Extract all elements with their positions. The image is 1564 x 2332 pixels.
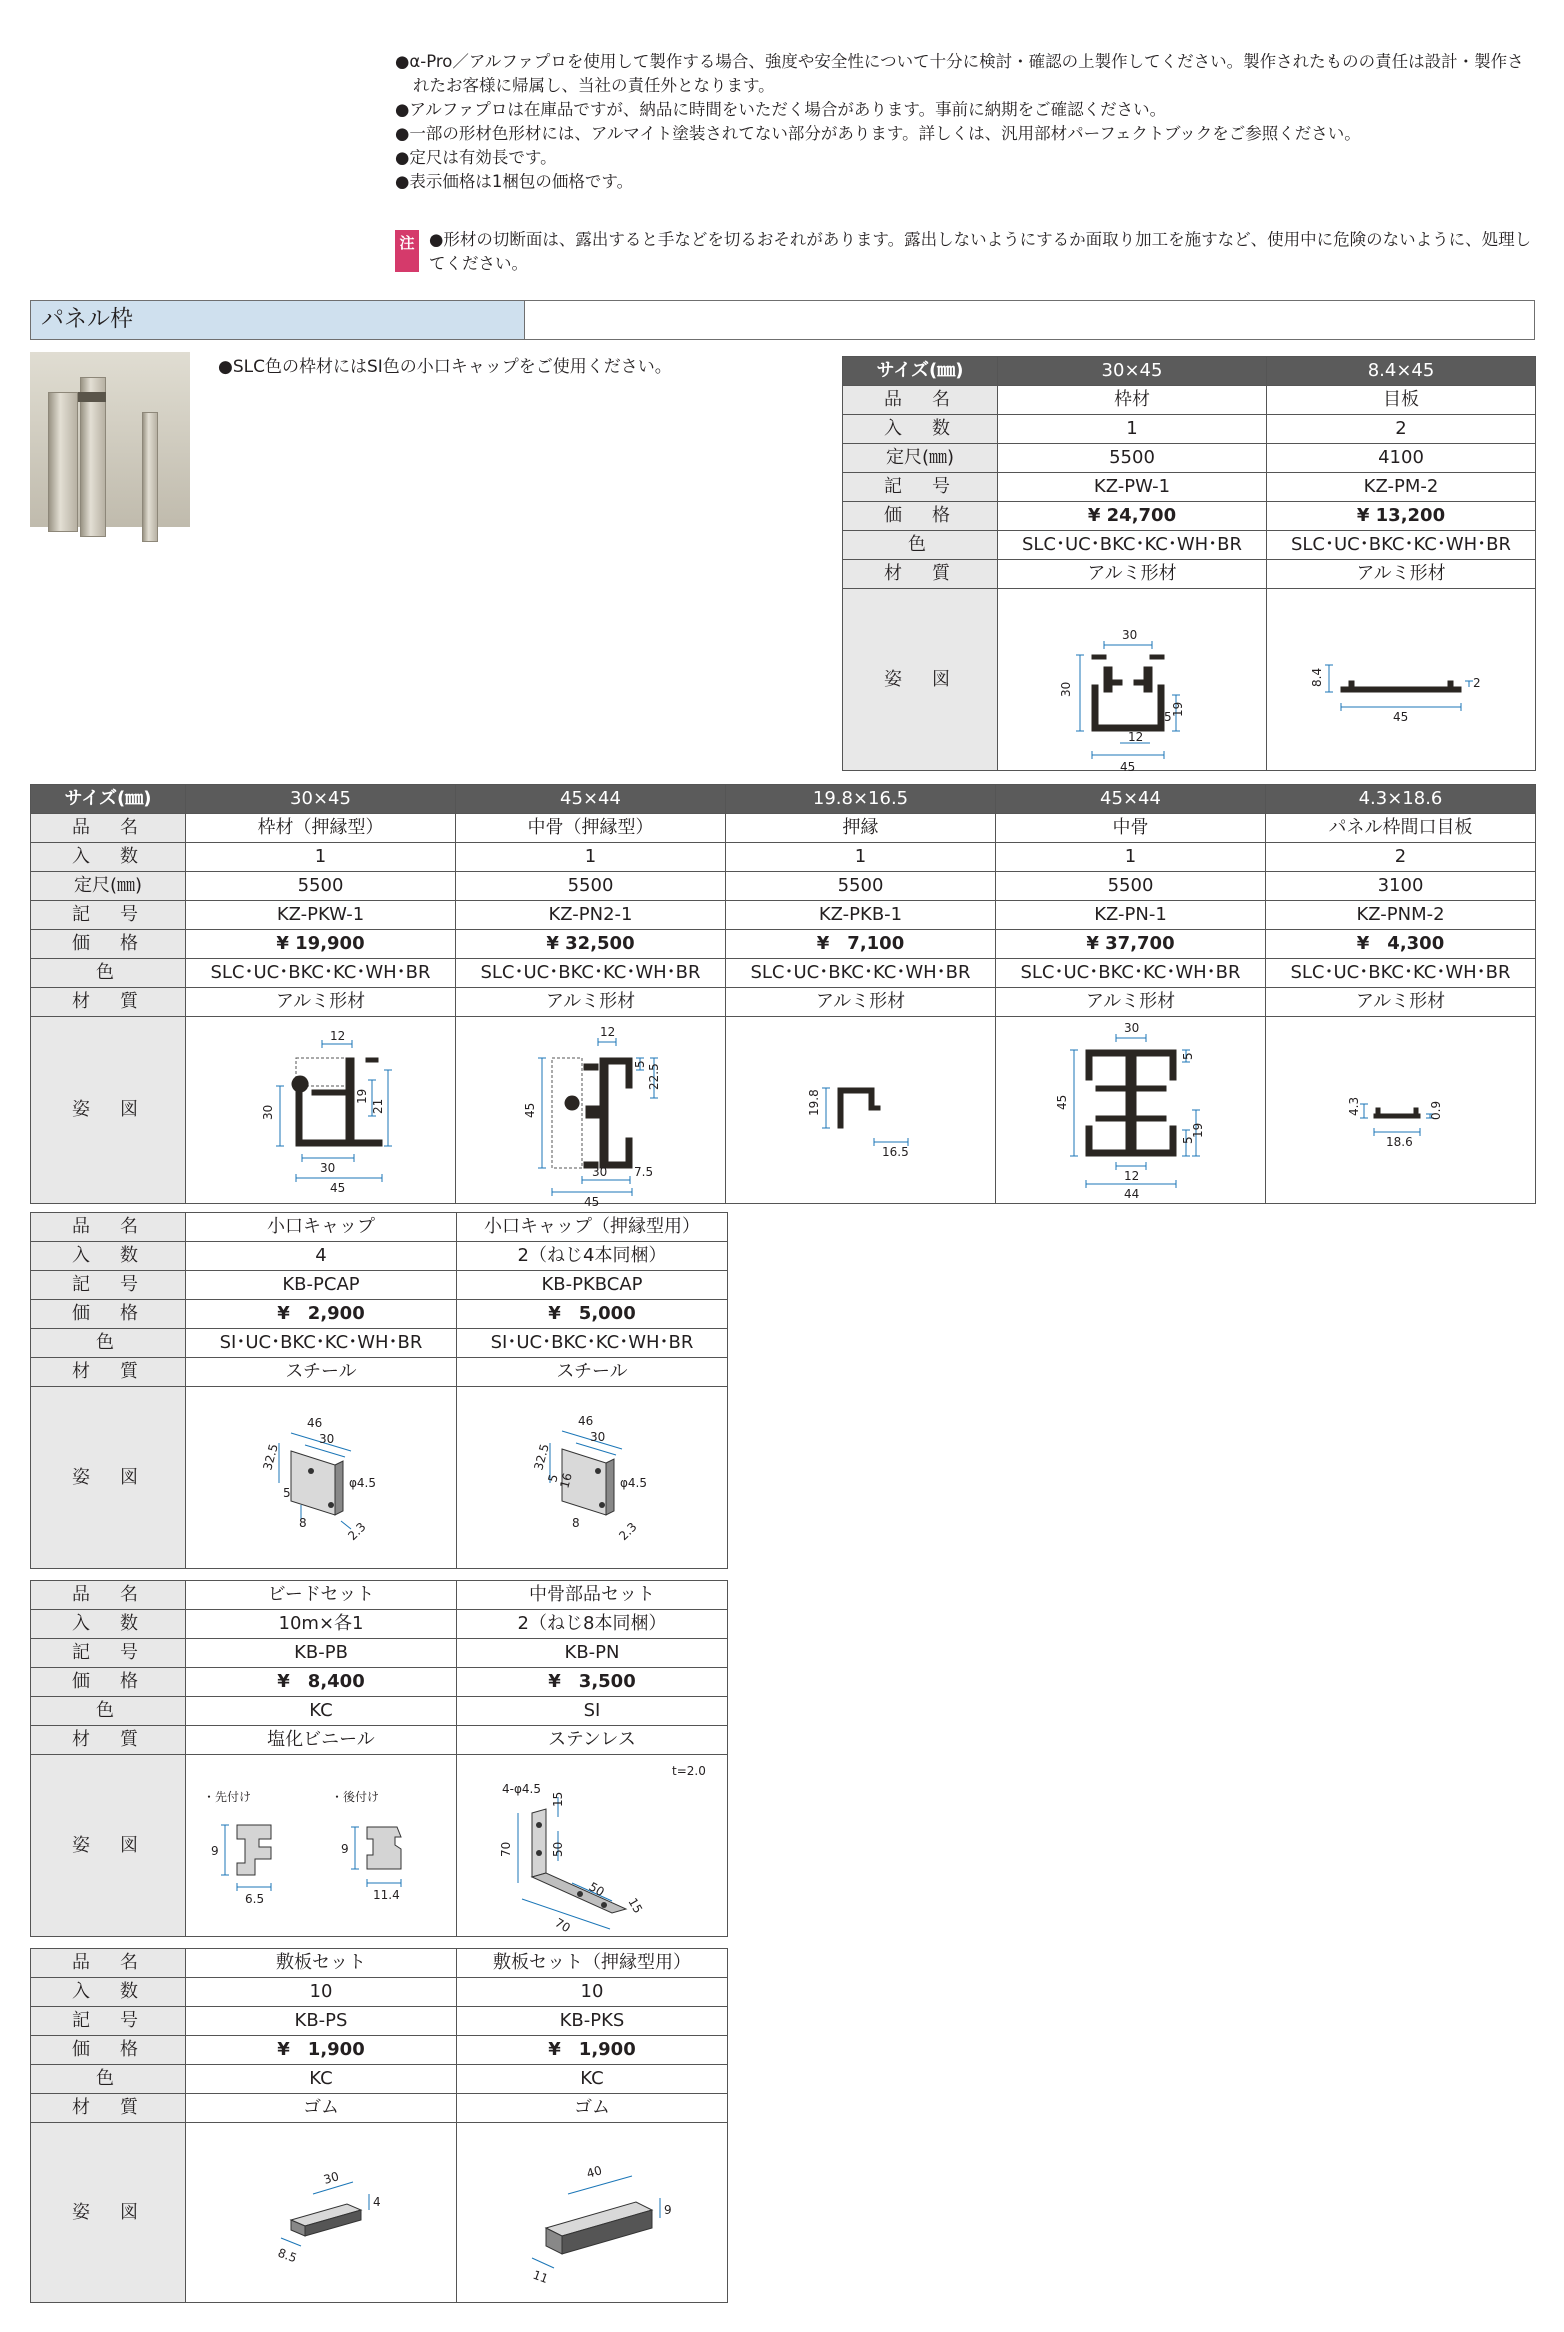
cell: 枠材（押縁型） <box>186 814 456 843</box>
svg-text:45: 45 <box>329 1181 345 1195</box>
price-cell: ¥ 32,500 <box>456 930 726 959</box>
figure-kb-pb <box>186 1755 457 1937</box>
cell: 5500 <box>726 872 996 901</box>
table-row <box>31 785 1536 814</box>
cell: KC <box>457 2065 728 2094</box>
label-figure: 姿 図 <box>31 2123 186 2303</box>
warning-text: ●形材の切断面は、露出すると手などを切るおそれがあります。露出しないようにするか面取り加工を施すなど、使用中に危険のないように、処理してください。 <box>429 230 1532 273</box>
cell: 4.3×18.6 <box>1266 785 1536 814</box>
cell: アルミ形材 <box>996 988 1266 1017</box>
cell: ゴム <box>186 2094 457 2123</box>
cell: 45×44 <box>456 785 726 814</box>
cell: 4100 <box>1267 444 1536 473</box>
label-color: 色 <box>31 1697 186 1726</box>
label-qty: 入 数 <box>31 1610 186 1639</box>
cell: アルミ形材 <box>1266 988 1536 1017</box>
label-color: 色 <box>31 2065 186 2094</box>
cell: KC <box>186 2065 457 2094</box>
label-material: 材 質 <box>31 1726 186 1755</box>
price-cell: ¥ 1,900 <box>457 2036 728 2065</box>
table-row <box>31 1581 728 1610</box>
note-4: ●定尺は有効長です。 <box>395 147 557 167</box>
cell: 中骨（押縁型） <box>456 814 726 843</box>
svg-text:11.4: 11.4 <box>373 1887 400 1902</box>
table-row <box>31 930 1536 959</box>
svg-text:8: 8 <box>299 1515 307 1530</box>
svg-text:19.8: 19.8 <box>806 1089 821 1116</box>
cell: 10 <box>457 1978 728 2007</box>
table-row <box>843 560 1536 589</box>
label-name: 品 名 <box>31 1213 186 1242</box>
price-cell: ¥ 5,000 <box>457 1300 728 1329</box>
label-figure: 姿 図 <box>31 1017 186 1204</box>
svg-text:19: 19 <box>1171 701 1185 717</box>
svg-text:30: 30 <box>319 1161 335 1175</box>
svg-text:7.5: 7.5 <box>633 1165 653 1179</box>
price-cell: ¥ 19,900 <box>186 930 456 959</box>
table-row <box>31 959 1536 988</box>
table-row <box>31 2094 728 2123</box>
svg-text:16: 16 <box>557 1470 575 1490</box>
cell: KB-PKBCAP <box>457 1271 728 1300</box>
label-color: 色 <box>843 531 998 560</box>
svg-text:15: 15 <box>551 1791 565 1807</box>
svg-text:44: 44 <box>1123 1187 1139 1201</box>
table-row <box>31 1668 728 1697</box>
cell: 中骨部品セット <box>457 1581 728 1610</box>
table-row <box>843 502 1536 531</box>
svg-text:45: 45 <box>1054 1094 1069 1110</box>
table-row <box>31 1639 728 1668</box>
cell: 2（ねじ8本同梱） <box>457 1610 728 1639</box>
cell: ステンレス <box>457 1726 728 1755</box>
cell: アルミ形材 <box>456 988 726 1017</box>
price-cell: ¥ 3,500 <box>457 1668 728 1697</box>
cell: 敷板セット <box>186 1949 457 1978</box>
figure-kz-pkb-1 <box>726 1017 996 1204</box>
label-figure: 姿 図 <box>843 589 998 771</box>
table-row <box>31 1242 728 1271</box>
cell: SLC･UC･BKC･KC･WH･BR <box>998 531 1267 560</box>
cell: KZ-PM-2 <box>1267 473 1536 502</box>
svg-text:0.9: 0.9 <box>1428 1100 1443 1120</box>
table-bead-and-parts <box>30 1580 728 1937</box>
svg-text:45: 45 <box>522 1102 537 1118</box>
label-name: 品 名 <box>31 1581 186 1610</box>
table-row <box>31 1358 728 1387</box>
cell: KC <box>186 1697 457 1726</box>
figure-kz-pn-1 <box>996 1017 1266 1204</box>
table-row <box>31 988 1536 1017</box>
svg-text:4.3: 4.3 <box>1346 1096 1361 1116</box>
table-row <box>843 589 1536 771</box>
label-qty: 入 数 <box>31 1978 186 2007</box>
svg-text:5: 5 <box>1164 709 1172 724</box>
svg-text:φ4.5: φ4.5 <box>349 1475 376 1490</box>
cell: KB-PN <box>457 1639 728 1668</box>
cell: 1 <box>998 415 1267 444</box>
cell: 目板 <box>1267 386 1536 415</box>
price-cell: ¥ 13,200 <box>1267 502 1536 531</box>
cell: 敷板セット（押縁型用） <box>457 1949 728 1978</box>
cell: アルミ形材 <box>726 988 996 1017</box>
table-row <box>31 872 1536 901</box>
cell: パネル枠間口目板 <box>1266 814 1536 843</box>
cell: 8.4×45 <box>1267 357 1536 386</box>
cell: スチール <box>186 1358 457 1387</box>
label-material: 材 質 <box>843 560 998 589</box>
cell: 2（ねじ4本同梱） <box>457 1242 728 1271</box>
cell: 5500 <box>456 872 726 901</box>
cell: 2 <box>1267 415 1536 444</box>
label-code: 記 号 <box>31 1639 186 1668</box>
figure-kb-pn <box>457 1755 728 1937</box>
table-row <box>31 1949 728 1978</box>
svg-text:30: 30 <box>1123 1021 1139 1035</box>
cell: 押縁 <box>726 814 996 843</box>
cell: SLC･UC･BKC･KC･WH･BR <box>726 959 996 988</box>
label-material: 材 質 <box>31 2094 186 2123</box>
table-row <box>31 1271 728 1300</box>
svg-text:12: 12 <box>599 1025 615 1039</box>
cell: ビードセット <box>186 1581 457 1610</box>
label-price: 価 格 <box>31 1668 186 1697</box>
svg-text:12: 12 <box>329 1029 345 1043</box>
price-cell: ¥ 7,100 <box>726 930 996 959</box>
cell: 30×45 <box>186 785 456 814</box>
svg-text:19: 19 <box>354 1088 369 1104</box>
svg-text:8.4: 8.4 <box>1310 667 1324 687</box>
svg-text:46: 46 <box>307 1415 323 1430</box>
label-price: 価 格 <box>31 2036 186 2065</box>
svg-text:19: 19 <box>1190 1122 1205 1138</box>
svg-text:5: 5 <box>1180 1136 1195 1144</box>
svg-text:30: 30 <box>1059 681 1073 697</box>
table-row <box>31 1697 728 1726</box>
section-note: ●SLC色の枠材にはSI色の小口キャップをご使用ください。 <box>218 357 672 377</box>
cell: KZ-PN2-1 <box>456 901 726 930</box>
table-row <box>843 386 1536 415</box>
price-cell: ¥ 37,700 <box>996 930 1266 959</box>
cell: SI･UC･BKC･KC･WH･BR <box>457 1329 728 1358</box>
label-length: 定尺(㎜) <box>31 872 186 901</box>
svg-text:6.5: 6.5 <box>245 1891 265 1906</box>
svg-text:4: 4 <box>373 2194 381 2209</box>
svg-text:9: 9 <box>341 1841 349 1856</box>
table-row <box>31 814 1536 843</box>
cell: SLC･UC･BKC･KC･WH･BR <box>1266 959 1536 988</box>
price-cell: ¥ 24,700 <box>998 502 1267 531</box>
table-row <box>31 1017 1536 1204</box>
figure-kb-pks <box>457 2123 728 2303</box>
cell: 1 <box>726 843 996 872</box>
table-row <box>31 1329 728 1358</box>
cell: 1 <box>456 843 726 872</box>
label-price: 価 格 <box>31 930 186 959</box>
table-row <box>31 1726 728 1755</box>
cell: 小口キャップ（押縁型用） <box>457 1213 728 1242</box>
label-size: サイズ(㎜) <box>843 357 998 386</box>
cell: スチール <box>457 1358 728 1387</box>
label-color: 色 <box>31 959 186 988</box>
figure-kz-pnm-2 <box>1266 1017 1536 1204</box>
figure-kz-pn2-1 <box>456 1017 726 1209</box>
cell: SI･UC･BKC･KC･WH･BR <box>186 1329 457 1358</box>
svg-text:5: 5 <box>632 1060 647 1068</box>
cell: KB-PB <box>186 1639 457 1668</box>
cell: アルミ形材 <box>186 988 456 1017</box>
product-photo <box>30 352 190 527</box>
svg-text:5: 5 <box>545 1472 561 1484</box>
cell: 5500 <box>996 872 1266 901</box>
svg-text:8: 8 <box>572 1515 580 1530</box>
note-3: ●一部の形材色形材には、アルマイト塗装されてない部分があります。詳しくは、汎用部材パーフェクトブックをご参照ください。 <box>395 123 1361 143</box>
label-code: 記 号 <box>843 473 998 502</box>
svg-text:40: 40 <box>584 2162 604 2181</box>
warning-block <box>395 228 1535 276</box>
svg-text:18.6: 18.6 <box>1385 1135 1413 1149</box>
svg-text:9: 9 <box>211 1843 219 1858</box>
price-cell: ¥ 4,300 <box>1266 930 1536 959</box>
section-header <box>30 300 1535 340</box>
cell: 10m×各1 <box>186 1610 457 1639</box>
svg-text:2.3: 2.3 <box>616 1519 640 1543</box>
cell: 5500 <box>186 872 456 901</box>
cell: 小口キャップ <box>186 1213 457 1242</box>
cell: 塩化ビニール <box>186 1726 457 1755</box>
cell: 枠材 <box>998 386 1267 415</box>
label-qty: 入 数 <box>843 415 998 444</box>
svg-text:50: 50 <box>551 1841 565 1857</box>
label-material: 材 質 <box>31 988 186 1017</box>
label-figure: 姿 図 <box>31 1755 186 1937</box>
warning-mark: 注 <box>395 230 419 272</box>
cell: 1 <box>186 843 456 872</box>
svg-text:12: 12 <box>1128 729 1144 744</box>
svg-text:32.5: 32.5 <box>531 1441 552 1472</box>
cell: KZ-PKW-1 <box>186 901 456 930</box>
fig-label-thickness: t=2.0 <box>672 1763 706 1778</box>
svg-text:30: 30 <box>260 1104 275 1120</box>
note-1: ●α-Pro／アルファプロを使用して製作する場合、強度や安全性について十分に検討・確認の上製作してください。製作されたものの責任は設計・製作されたお客様に帰属し、当社の責任外となります。 <box>395 52 1524 95</box>
table-row <box>31 2036 728 2065</box>
cell: 30×45 <box>998 357 1267 386</box>
label-material: 材 質 <box>31 1358 186 1387</box>
table-row <box>31 1610 728 1639</box>
cell: KZ-PKB-1 <box>726 901 996 930</box>
fig-label-back: ・後付け <box>331 1789 380 1804</box>
svg-text:46: 46 <box>578 1413 594 1428</box>
svg-text:70: 70 <box>499 1841 513 1857</box>
label-figure: 姿 図 <box>31 1387 186 1569</box>
label-price: 価 格 <box>843 502 998 531</box>
section-title: パネル枠 <box>31 301 525 339</box>
cell: SLC･UC･BKC･KC･WH･BR <box>1267 531 1536 560</box>
note-2: ●アルファプロは在庫品ですが、納品に時間をいただく場合があります。事前に納期をご確認ください。 <box>395 99 1167 119</box>
label-code: 記 号 <box>31 1271 186 1300</box>
svg-text:12: 12 <box>1123 1169 1139 1183</box>
cell: 5500 <box>998 444 1267 473</box>
label-qty: 入 数 <box>31 1242 186 1271</box>
table-row <box>843 415 1536 444</box>
cell: 3100 <box>1266 872 1536 901</box>
cell: 中骨 <box>996 814 1266 843</box>
cell: 10 <box>186 1978 457 2007</box>
cell: 19.8×16.5 <box>726 785 996 814</box>
table-base-plates <box>30 1948 728 2303</box>
cell: KZ-PNM-2 <box>1266 901 1536 930</box>
table-end-caps <box>30 1212 728 1569</box>
svg-text:5: 5 <box>283 1485 291 1500</box>
table-panel-frame <box>842 356 1536 774</box>
table-row <box>31 901 1536 930</box>
label-code: 記 号 <box>31 2007 186 2036</box>
fig-label-holes: 4-φ4.5 <box>502 1781 541 1796</box>
svg-text:22.5: 22.5 <box>646 1063 661 1090</box>
figure-kb-pcap <box>186 1387 457 1569</box>
svg-text:45: 45 <box>1120 759 1136 774</box>
cell: SI <box>457 1697 728 1726</box>
svg-text:2: 2 <box>1473 675 1481 690</box>
price-cell: ¥ 8,400 <box>186 1668 457 1697</box>
table-row <box>843 473 1536 502</box>
svg-text:φ4.5: φ4.5 <box>620 1475 647 1490</box>
price-cell: ¥ 2,900 <box>186 1300 457 1329</box>
label-name: 品 名 <box>31 1949 186 1978</box>
table-row <box>31 2065 728 2094</box>
label-name: 品 名 <box>843 386 998 415</box>
notes-block <box>395 50 1535 194</box>
table-pushrim-series <box>30 784 1536 1209</box>
cell: 1 <box>996 843 1266 872</box>
cell: SLC･UC･BKC･KC･WH･BR <box>996 959 1266 988</box>
table-row <box>31 1978 728 2007</box>
table-row <box>843 531 1536 560</box>
svg-text:30: 30 <box>590 1429 606 1444</box>
cell: アルミ形材 <box>998 560 1267 589</box>
figure-kz-pkw-1 <box>186 1017 456 1204</box>
svg-text:30: 30 <box>1122 627 1138 642</box>
table-row <box>31 1755 728 1937</box>
cell: 2 <box>1266 843 1536 872</box>
table-row <box>31 843 1536 872</box>
svg-text:11: 11 <box>530 2267 551 2286</box>
fig-label-front: ・先付け <box>203 1789 252 1804</box>
table-row <box>843 357 1536 386</box>
label-color: 色 <box>31 1329 186 1358</box>
cell: SLC･UC･BKC･KC･WH･BR <box>186 959 456 988</box>
svg-text:9: 9 <box>664 2202 672 2217</box>
table-row <box>31 1387 728 1569</box>
figure-kz-pm-2 <box>1267 589 1536 771</box>
cell: KB-PCAP <box>186 1271 457 1300</box>
cell: ゴム <box>457 2094 728 2123</box>
table-row <box>31 2123 728 2303</box>
svg-text:30: 30 <box>319 1431 335 1446</box>
table-row <box>31 1300 728 1329</box>
cell: KZ-PW-1 <box>998 473 1267 502</box>
label-price: 価 格 <box>31 1300 186 1329</box>
figure-kb-pkbcap <box>457 1387 728 1569</box>
svg-text:15: 15 <box>625 1895 646 1916</box>
svg-text:32.5: 32.5 <box>260 1441 281 1472</box>
price-cell: ¥ 1,900 <box>186 2036 457 2065</box>
table-row <box>31 1213 728 1242</box>
table-row <box>31 2007 728 2036</box>
svg-text:8.5: 8.5 <box>275 2245 299 2265</box>
figure-kb-ps <box>186 2123 457 2303</box>
figure-kz-pw-1 <box>998 589 1267 774</box>
svg-text:30: 30 <box>591 1165 607 1179</box>
svg-text:45: 45 <box>583 1195 599 1209</box>
label-name: 品 名 <box>31 814 186 843</box>
cell: KB-PKS <box>457 2007 728 2036</box>
note-5: ●表示価格は1梱包の価格です。 <box>395 171 634 191</box>
svg-text:70: 70 <box>552 1914 573 1935</box>
label-qty: 入 数 <box>31 843 186 872</box>
svg-text:16.5: 16.5 <box>881 1145 909 1159</box>
svg-text:50: 50 <box>586 1878 607 1899</box>
cell: 4 <box>186 1242 457 1271</box>
label-code: 記 号 <box>31 901 186 930</box>
label-length: 定尺(㎜) <box>843 444 998 473</box>
cell: KZ-PN-1 <box>996 901 1266 930</box>
cell: アルミ形材 <box>1267 560 1536 589</box>
table-row <box>843 444 1536 473</box>
cell: KB-PS <box>186 2007 457 2036</box>
cell: SLC･UC･BKC･KC･WH･BR <box>456 959 726 988</box>
svg-text:30: 30 <box>321 2168 341 2187</box>
svg-text:2.3: 2.3 <box>345 1519 369 1543</box>
label-size: サイズ(㎜) <box>31 785 186 814</box>
svg-text:5: 5 <box>1180 1052 1195 1060</box>
cell: 45×44 <box>996 785 1266 814</box>
svg-text:45: 45 <box>1393 709 1409 724</box>
svg-text:21: 21 <box>370 1098 385 1114</box>
